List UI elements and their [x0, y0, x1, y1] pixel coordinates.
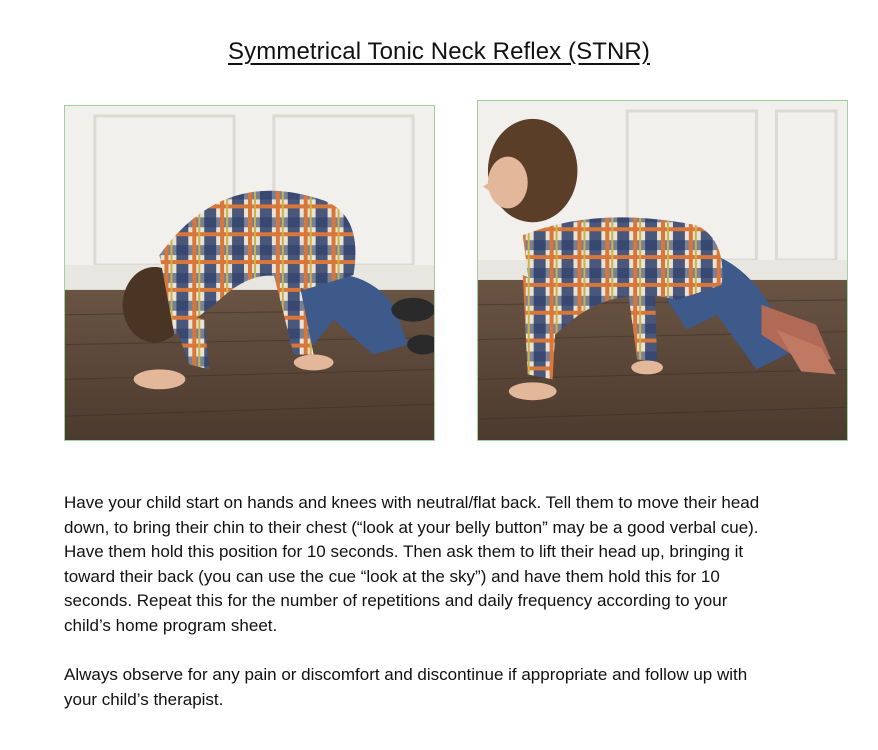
- photo-head-up-illustration: [478, 101, 847, 440]
- photo-head-down-illustration: [65, 106, 434, 440]
- photo-head-down: [64, 105, 435, 441]
- instruction-line: down, to bring their chin to their chest (“look at your belly button” may be a good verbal cue).: [64, 517, 759, 537]
- safety-note-paragraph: [64, 663, 854, 712]
- instruction-line: Have them hold this position for 10 seconds. Then ask them to lift their head up, bringing it: [64, 542, 744, 561]
- page-title: Symmetrical Tonic Neck Reflex (STNR): [228, 38, 650, 65]
- instructions-paragraph: [64, 491, 854, 638]
- instruction-line: toward their back (you can use the cue “look at the sky”) and have them hold this for 10: [64, 566, 720, 586]
- instruction-line: seconds. Repeat this for the number of repetitions and daily frequency according to your: [64, 591, 728, 610]
- instruction-line: Have your child start on hands and knees with neutral/flat back. Tell them to move their head: [64, 493, 760, 512]
- photo-head-up: [477, 100, 848, 441]
- safety-note-line: your child’s therapist.: [64, 689, 224, 709]
- safety-note-line: Always observe for any pain or discomfort and discontinue if appropriate and follow up with: [64, 665, 748, 684]
- instruction-line: child’s home program sheet.: [64, 615, 278, 635]
